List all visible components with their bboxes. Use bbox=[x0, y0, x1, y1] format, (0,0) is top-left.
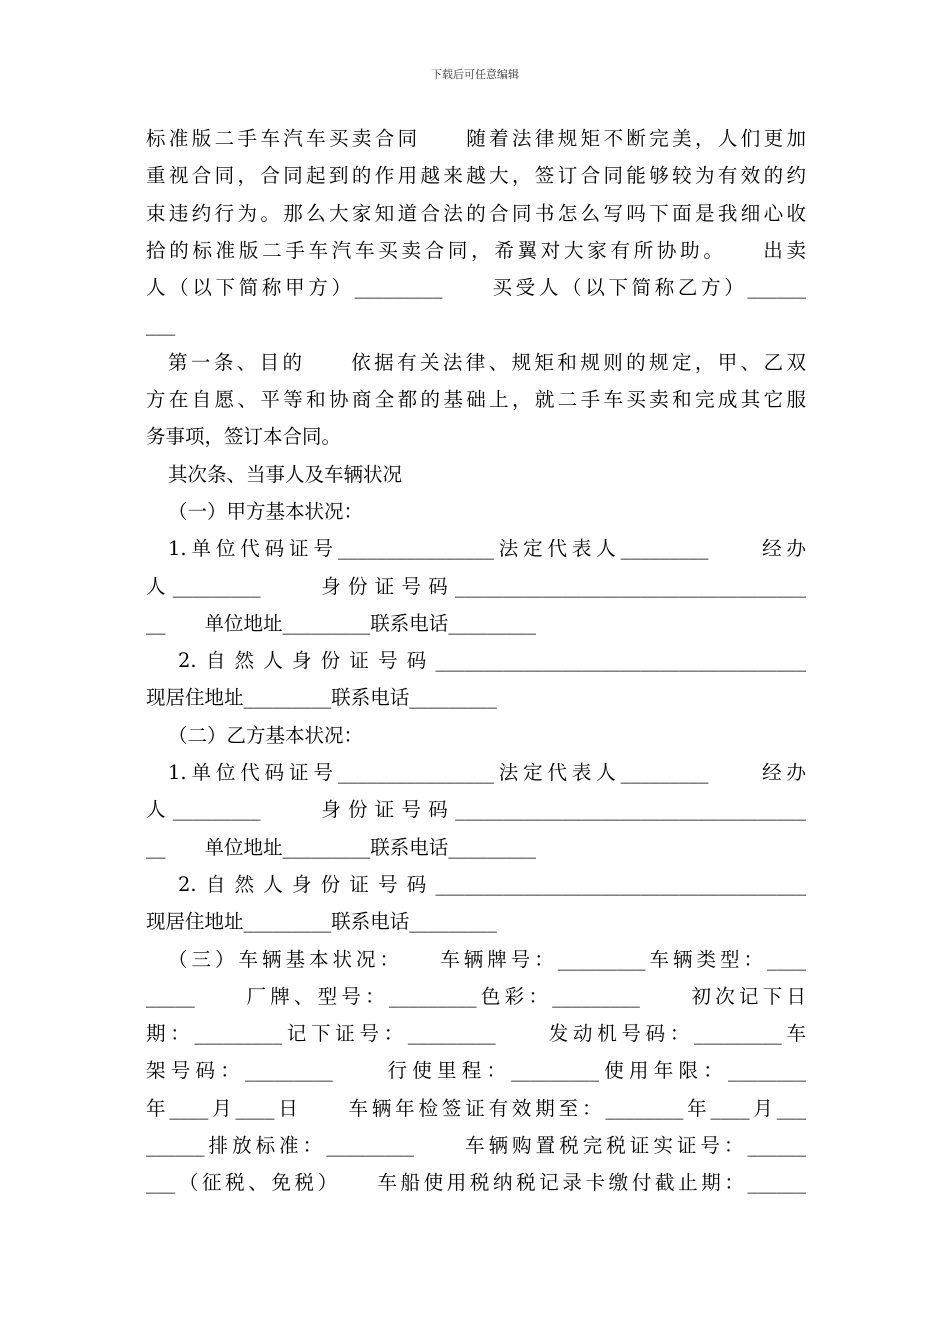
contract-body bbox=[146, 120, 806, 1202]
subsection-heading-party-b: （二）乙方基本状况： bbox=[168, 723, 364, 747]
form-line: 1.单位代码证号________________法定代表人_________ 经办 bbox=[168, 537, 806, 561]
paragraph-line: 束违约行为。那么大家知道合法的合同书怎么写吗下面是我细心收 bbox=[146, 201, 806, 225]
form-line: 现居住地址_________联系电话_________ bbox=[146, 686, 498, 710]
form-line: ______排放标准：_________ 车辆购置税完税证实证号：______ bbox=[146, 1134, 806, 1158]
form-line: 2.自然人身份证号码______________________________________ bbox=[178, 872, 806, 896]
form-line: __ 单位地址_________联系电话_________ bbox=[146, 611, 537, 635]
form-line: 人_________ 身份证号码____________________________________ bbox=[146, 798, 806, 822]
form-line: ___（征税、免税） 车船使用税纳税记录卡缴付截止期：______ bbox=[146, 1171, 806, 1195]
paragraph-line: 人（以下简称甲方）_________ 买受人（以下简称乙方）______ bbox=[146, 276, 806, 300]
form-line: 现居住地址_________联系电话_________ bbox=[146, 910, 498, 934]
subsection-heading-party-a: （一）甲方基本状况： bbox=[168, 499, 364, 523]
form-line: _____ 厂牌、型号：_________色彩：_________ 初次记下日 bbox=[146, 984, 806, 1008]
paragraph-line: ___ bbox=[146, 313, 176, 337]
form-line: 2.自然人身份证号码______________________________________ bbox=[178, 649, 806, 673]
paragraph-line: 标准版二手车汽车买卖合同 随着法律规矩不断完美，人们更加 bbox=[146, 127, 806, 150]
section-heading-purpose: 第一条、目的 依据有关法律、规矩和规则的规定，甲、乙双 bbox=[168, 350, 806, 374]
form-line: 期：_________记下证号：_________ 发动机号码：_________车 bbox=[146, 1022, 806, 1046]
form-line: 年____月____日 车辆年检签证有效期至：________年____月___ bbox=[146, 1096, 806, 1120]
section-heading-parties: 其次条、当事人及车辆状况 bbox=[168, 462, 403, 486]
paragraph-line: 方在自愿、平等和协商全都的基础上，就二手车买卖和完成其它服 bbox=[146, 388, 806, 412]
paragraph-line: 务事项，签订本合同。 bbox=[146, 425, 342, 449]
page-header: 下载后可任意编辑 bbox=[431, 68, 519, 81]
form-line: 架号码：_________ 行使里程：_________使用年限：________ bbox=[146, 1059, 806, 1083]
paragraph-line: 重视合同，合同起到的作用越来越大，签订合同能够较为有效的约 bbox=[146, 164, 806, 188]
form-line: __ 单位地址_________联系电话_________ bbox=[146, 835, 537, 859]
subsection-heading-vehicle: （三）车辆基本状况： 车辆牌号：_________车辆类型：____ bbox=[168, 947, 806, 971]
paragraph-line: 拾的标准版二手车汽车买卖合同，希翼对大家有所协助。 出卖 bbox=[146, 238, 806, 262]
form-line: 1.单位代码证号________________法定代表人_________ 经办 bbox=[168, 761, 806, 785]
form-line: 人_________ 身份证号码____________________________________ bbox=[146, 574, 806, 598]
